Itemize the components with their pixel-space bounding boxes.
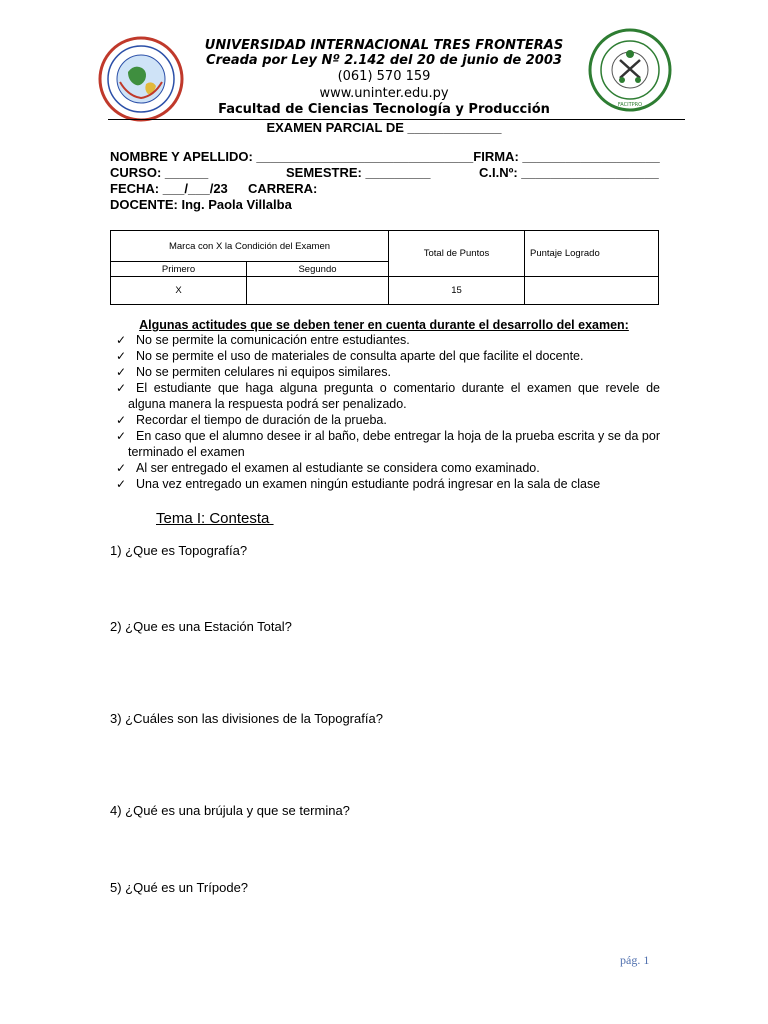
checkmark-icon: ✓ bbox=[116, 477, 127, 491]
faculty-name: Facultad de Ciencias Tecnología y Producción bbox=[218, 102, 550, 117]
rules-title: Algunas actitudes que se deben tener en cuenta durante el desarrollo del examen: bbox=[139, 318, 629, 332]
name-signature-field: NOMBRE Y APELLIDO: ______________________________FIRMA: ___________________ bbox=[110, 149, 660, 164]
question-1: 1) ¿Que es Topografía? bbox=[110, 543, 248, 558]
score-value bbox=[525, 277, 659, 305]
page-number: pág. 1 bbox=[620, 953, 650, 967]
phone-number: (061) 570 159 bbox=[337, 69, 431, 84]
rule-item: ✓ No se permite la comunicación entre estudiantes. bbox=[116, 333, 410, 347]
faculty-seal-logo bbox=[588, 28, 672, 112]
checkmark-icon: ✓ bbox=[116, 349, 127, 363]
cin-field: C.I.Nº: ___________________ bbox=[479, 165, 659, 180]
checkmark-icon: ✓ bbox=[116, 461, 127, 475]
rule-item: ✓ Recordar el tiempo de duración de la prueba. bbox=[116, 413, 387, 427]
checkmark-icon: ✓ bbox=[116, 333, 127, 347]
creation-law: Creada por Ley Nº 2.142 del 20 de junio de 2003 bbox=[206, 53, 562, 68]
university-seal-logo bbox=[98, 36, 184, 122]
website: www.uninter.edu.py bbox=[319, 86, 449, 101]
second-mark-cell bbox=[247, 277, 389, 305]
checkmark-icon: ✓ bbox=[116, 365, 127, 379]
course-field: CURSO: ______ bbox=[110, 165, 209, 180]
total-points-value: 15 bbox=[389, 277, 525, 305]
university-name: UNIVERSIDAD INTERNACIONAL TRES FRONTERAS bbox=[204, 38, 564, 53]
rule-item: ✓ No se permite el uso de materiales de consulta aparte del que facilite el docente. bbox=[116, 349, 584, 363]
rule-item: ✓ En caso que el alumno desee ir al baño, debe entregar la hoja de la prueba escrita y se da por terminado el examen bbox=[116, 429, 660, 459]
semester-field: SEMESTRE: _________ bbox=[286, 165, 431, 180]
second-header: Segundo bbox=[247, 262, 389, 277]
rule-item: ✓ Al ser entregado el examen al estudiante se considera como examinado. bbox=[116, 461, 540, 475]
question-3: 3) ¿Cuáles son las divisiones de la Topografía? bbox=[110, 711, 383, 726]
checkmark-icon: ✓ bbox=[116, 429, 127, 443]
svg-text:FACITPRO: FACITPRO bbox=[617, 102, 643, 108]
career-field: CARRERA: bbox=[248, 181, 318, 196]
checkmark-icon: ✓ bbox=[116, 413, 127, 427]
question-2: 2) ¿Que es una Estación Total? bbox=[110, 619, 292, 634]
exam-condition-table bbox=[110, 230, 659, 305]
rules-list bbox=[108, 332, 660, 492]
date-field: FECHA: ___/___/23 bbox=[110, 181, 228, 196]
exam-title: EXAMEN PARCIAL DE _____________ bbox=[266, 120, 502, 135]
first-header: Primero bbox=[111, 262, 247, 277]
question-5: 5) ¿Qué es un Trípode? bbox=[110, 880, 249, 895]
condition-header: Marca con X la Condición del Examen bbox=[111, 231, 389, 262]
rule-item: ✓ No se permiten celulares ni equipos similares. bbox=[116, 365, 391, 379]
score-header: Puntaje Logrado bbox=[525, 231, 659, 277]
first-mark-cell: X bbox=[111, 277, 247, 305]
rule-item: ✓ El estudiante que haga alguna pregunta o comentario durante el examen que revele de alguna manera la respuesta podrá ser penalizado. bbox=[116, 381, 660, 411]
section-title: Tema I: Contesta bbox=[156, 510, 274, 527]
question-4: 4) ¿Qué es una brújula y que se termina? bbox=[110, 803, 350, 818]
rule-item: ✓ Una vez entregado un examen ningún estudiante podrá ingresar en la sala de clase bbox=[116, 477, 601, 491]
total-points-header: Total de Puntos bbox=[389, 231, 525, 277]
teacher-field: DOCENTE: Ing. Paola Villalba bbox=[110, 197, 292, 212]
checkmark-icon: ✓ bbox=[116, 381, 127, 395]
